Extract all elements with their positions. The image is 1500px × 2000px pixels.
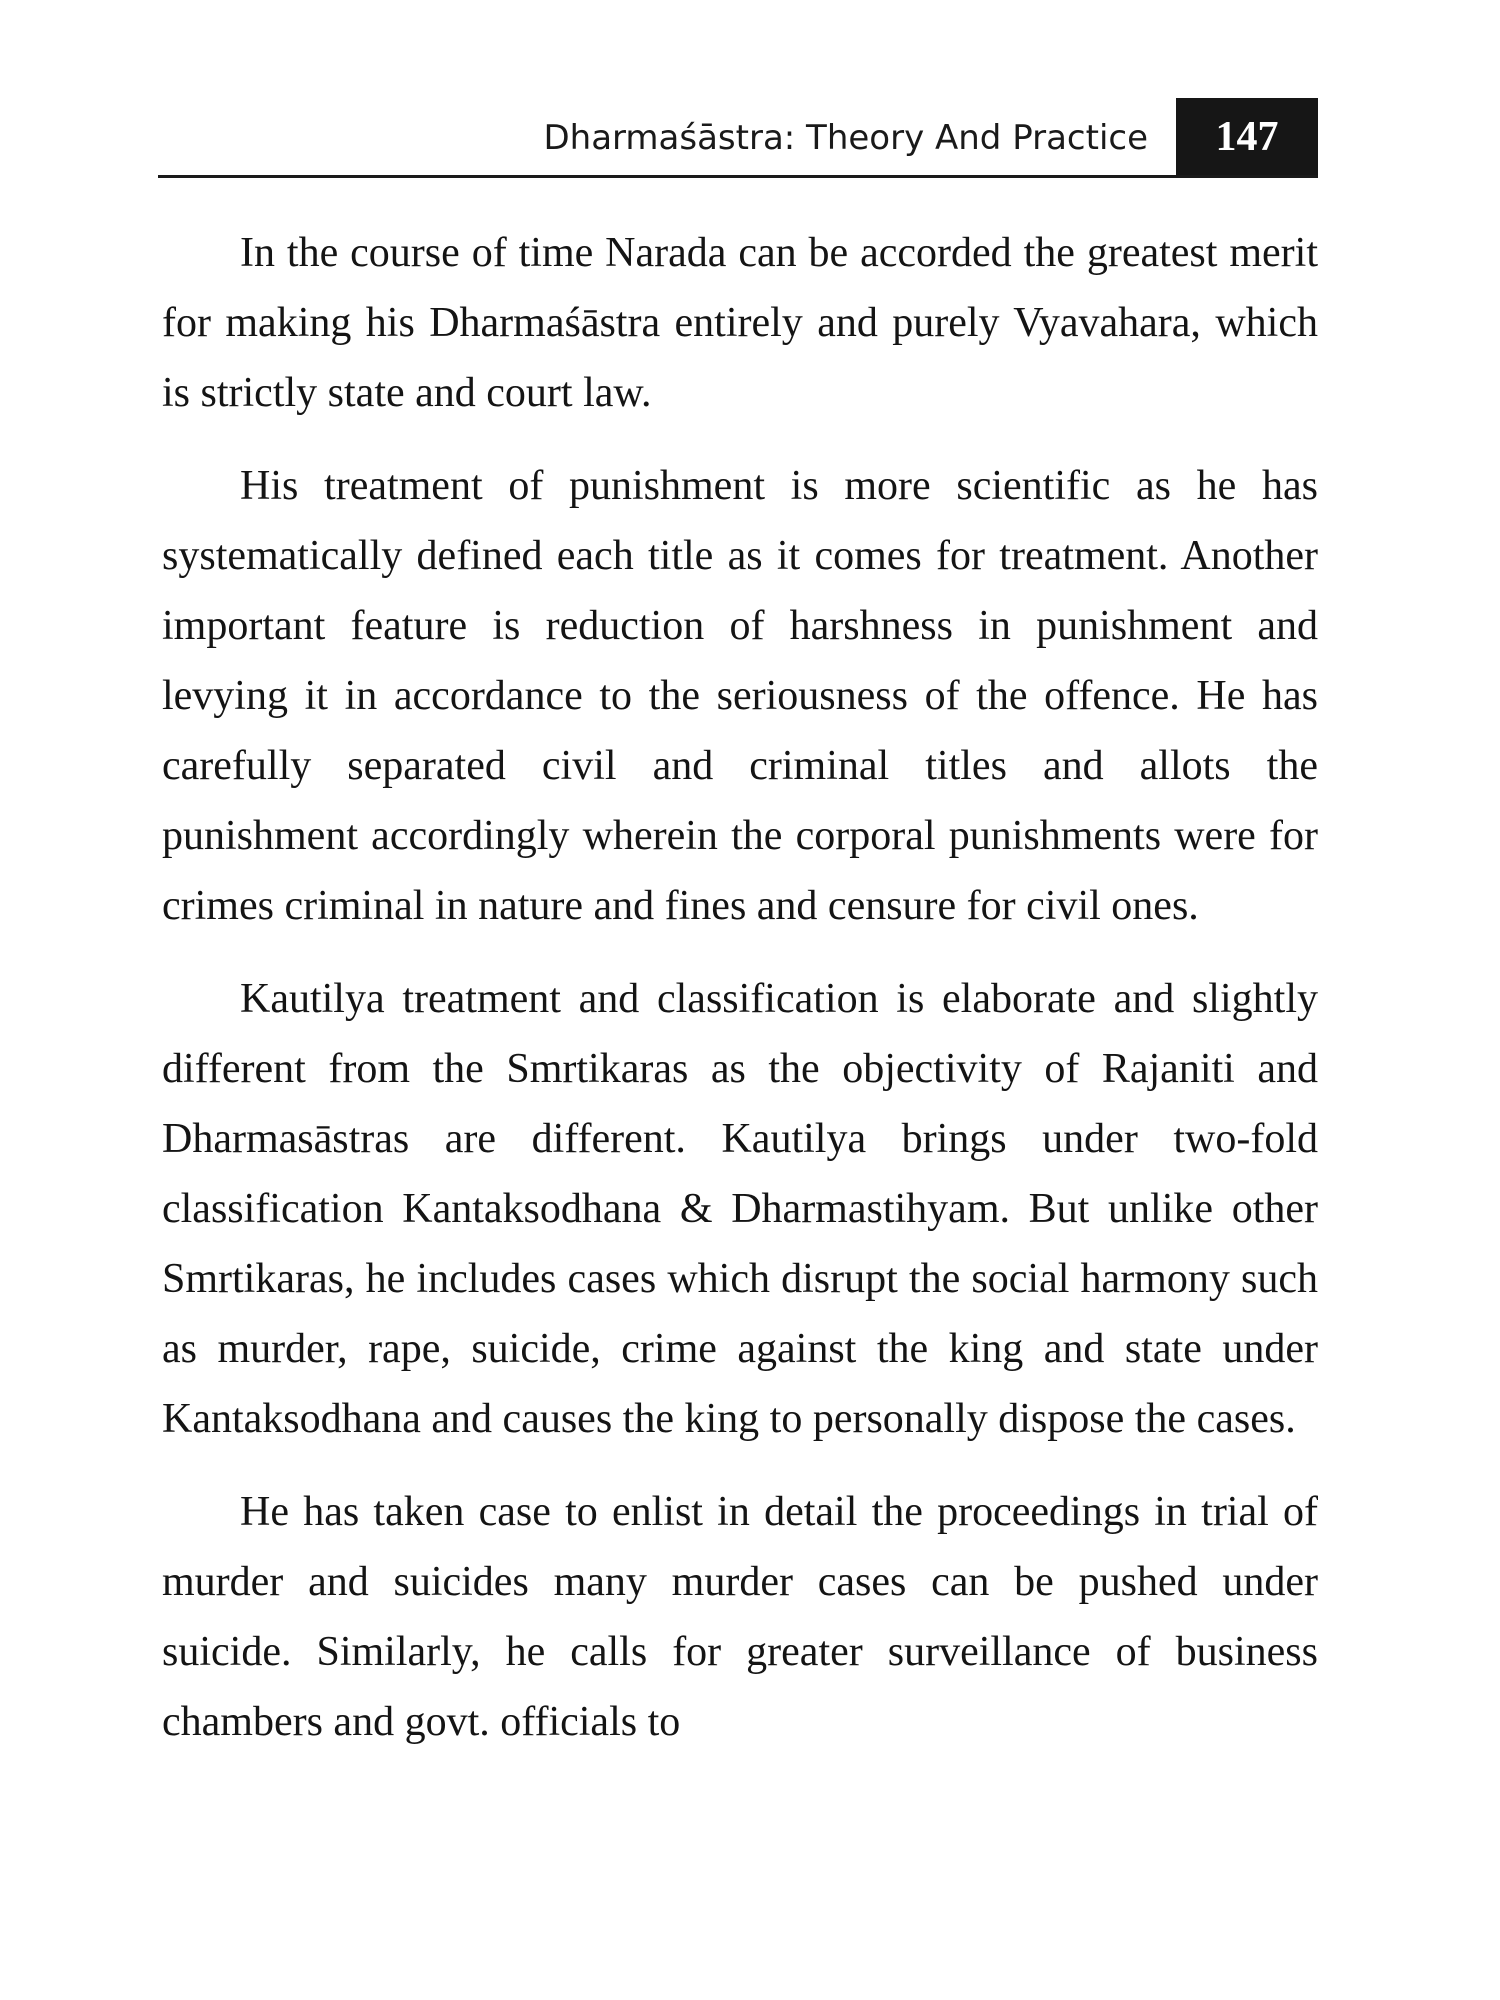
paragraph-punishment: His treatment of punishment is more scientific as he has systematically defined each title as it comes for treatment. Another important feature is reduction of harshness in punishment and levying it in accordance to the seriousness of the offence. He has carefully separated civil and criminal titles and allots the punishment accordingly wherein the corporal punishments were for crimes criminal in nature and fines and censure for civil ones. [162,463,1318,929]
body-text [162,218,1318,1780]
paragraph-kautilya: Kautilya treatment and classification is elaborate and slightly different from the Smrtikaras as the objectivity of Rajaniti and Dharmasāstras are different. Kautilya brings under two-fold classification Kantaksodhana & Dharmastihyam. But unlike other Smrtikaras, he includes cases which disrupt the social harmony such as murder, rape, suicide, crime against the king and state under Kantaksodhana and causes the king to personally dispose the cases. [162,976,1318,1442]
header-rule [158,175,1318,178]
running-title: Dharmaśāstra: Theory And Practice [543,118,1148,158]
paragraph-narada: In the course of time Narada can be accorded the greatest merit for making his Dharmaśāstra entirely and purely Vyavahara, which is strictly state and court law. [162,230,1318,416]
paragraph-proceedings: He has taken case to enlist in detail the proceedings in trial of murder and suicides many murder cases can be pushed under suicide. Similarly, he calls for greater surveillance of business chambers and govt. officials to [162,1489,1318,1745]
running-header [158,98,1318,178]
page-number: 147 [1176,98,1318,176]
